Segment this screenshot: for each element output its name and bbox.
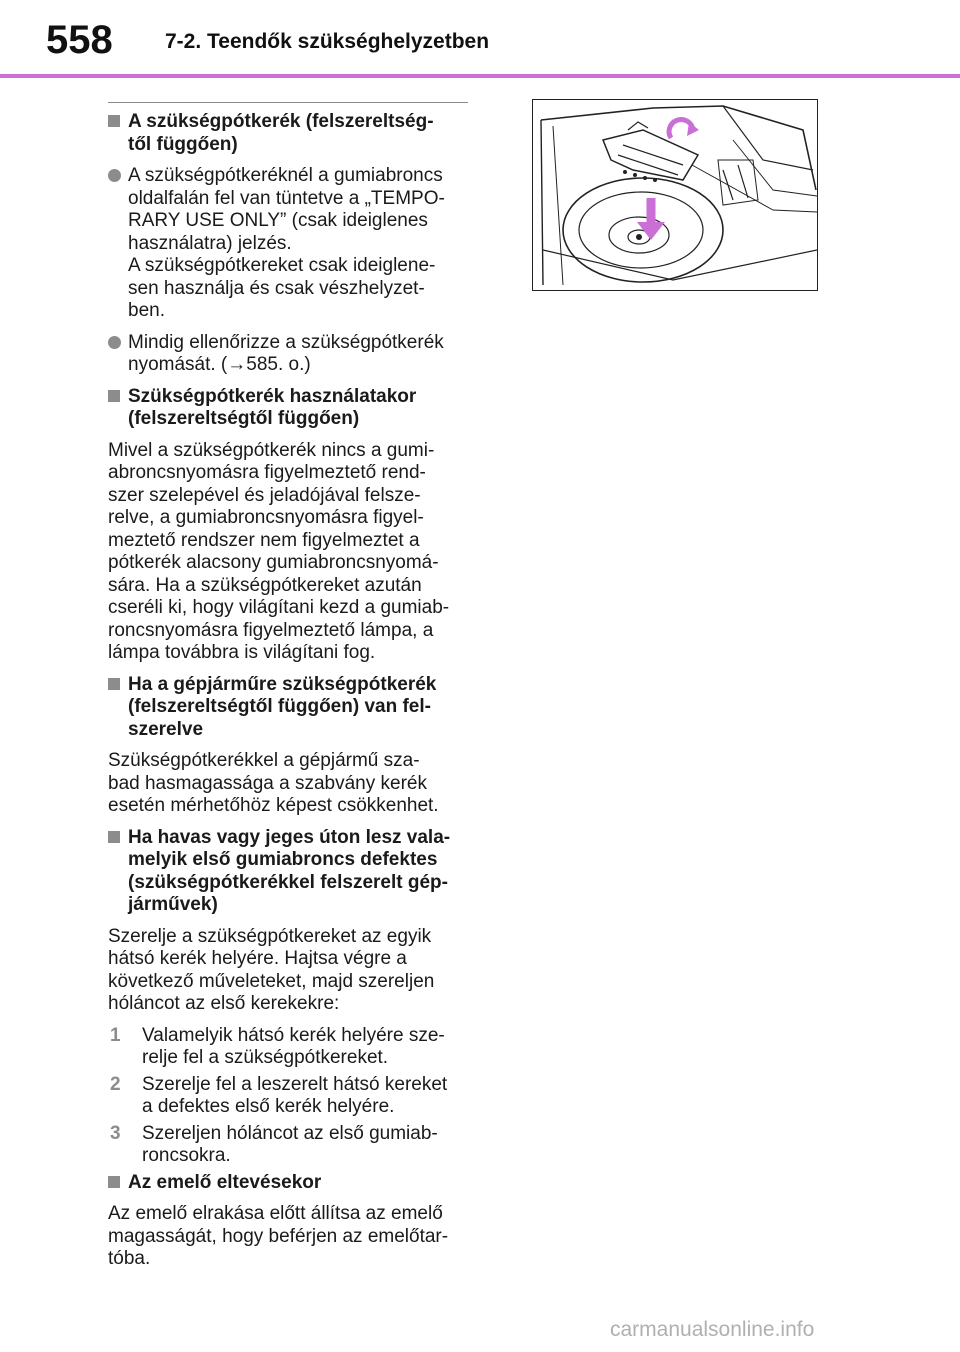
text-line: (szükségpótkerékkel felszerelt gép- (128, 871, 448, 893)
paragraph (108, 1203, 468, 1271)
square-bullet-icon (108, 1172, 126, 1195)
step-item (108, 1123, 468, 1168)
text-line: (felszereltségtől függően) van fel- (128, 696, 431, 717)
text-line: Mivel a szükségpótkerék nincs a gumi- (108, 439, 435, 461)
paragraph (108, 926, 468, 1016)
page-header (0, 0, 960, 78)
section-heading (108, 386, 468, 431)
text-line: (felszereltségtől függően) (128, 408, 360, 429)
round-bullet-icon (108, 165, 126, 189)
section-title: 7-2. Teendők szükséghelyzetben (165, 30, 490, 53)
text-line: hóláncot az első kerekekre: (108, 993, 340, 1014)
text-line: szer szelepével és jeladójával felsze- (108, 484, 421, 506)
text-line: sen használja és csak vészhelyzet- (128, 277, 425, 299)
text-line: től függően) (128, 133, 238, 155)
text-line: A szükségpótkereket csak ideiglene- (128, 255, 436, 276)
text-line: a defektes első kerék helyére. (142, 1096, 395, 1117)
text-line: hátsó kerék helyére. Hajtsa végre a (108, 948, 407, 969)
paragraph (108, 440, 468, 665)
section-heading (108, 674, 468, 742)
text-line: Szereljen hóláncot az első gumiab- (142, 1122, 438, 1144)
page-number: 558 (46, 18, 113, 62)
step-item (108, 1025, 468, 1070)
text-line: használatra) jelzés. (128, 232, 292, 254)
text-line: relje fel a szükségpótkereket. (142, 1047, 389, 1068)
text-line: abroncsnyomásra figyelmeztető rend- (108, 462, 426, 483)
text-line: roncsokra. (142, 1145, 231, 1166)
text-line: pótkerék alacsony gumiabroncsnyomá- (108, 552, 439, 573)
bullet-item (108, 165, 468, 323)
step-item (108, 1074, 468, 1119)
paragraph (108, 750, 468, 818)
text-line: cseréli ki, hogy világítani kezd a gumiab- (108, 597, 450, 618)
header-divider (0, 74, 960, 78)
text-line: nyomását. (→585. o.) (128, 354, 311, 375)
section-heading (108, 827, 468, 917)
top-divider (108, 102, 468, 103)
text-line: Az emelő eltevésekor (128, 1171, 322, 1193)
round-bullet-icon (108, 332, 126, 356)
text-line: következő műveleteket, majd szereljen (108, 970, 435, 992)
square-bullet-icon (108, 386, 126, 409)
square-bullet-icon (108, 674, 126, 697)
text-line: ben. (128, 300, 165, 321)
text-line: A szükségpótkeréknél a gumiabroncs (128, 165, 443, 186)
step-number: 2 (110, 1073, 121, 1095)
step-number: 3 (110, 1122, 121, 1144)
step-number: 1 (110, 1024, 121, 1046)
text-line: Ha a gépjárműre szükségpótkerék (128, 673, 437, 695)
text-line: bad hasmagassága a szabvány kerék (108, 772, 427, 794)
text-line: tóba. (108, 1248, 151, 1269)
text-line: Mindig ellenőrizze a szükségpótkerék (128, 331, 444, 353)
watermark: carmanualsonline.info (610, 1318, 815, 1341)
text-line: melyik első gumiabroncs defektes (128, 849, 438, 870)
text-line: Szerelje a szükségpótkereket az egyik (108, 925, 432, 947)
text-line: esetén mérhetőhöz képest csökkenhet. (108, 795, 439, 816)
car-trunk-spare-tire-jack-icon (533, 100, 817, 290)
text-line: magasságát, hogy beférjen az emelőtar- (108, 1225, 449, 1247)
section-heading (108, 1172, 468, 1195)
text-line: szerelve (128, 718, 204, 740)
text-line: Ha havas vagy jeges úton lesz vala- (128, 826, 451, 848)
content-column (108, 102, 468, 1280)
text-line: oldalfalán fel van tüntetve a „TEMPO- (128, 187, 445, 209)
text-line: A szükségpótkerék (felszereltség- (128, 111, 434, 132)
text-line: Szükségpótkerékkel a gépjármű sza- (108, 750, 420, 771)
text-line: Az emelő elrakása előtt állítsa az emelő (108, 1203, 443, 1224)
text-line: sára. Ha a szükségpótkereket azután (108, 574, 422, 596)
text-line: járművek) (128, 894, 218, 915)
text-line: RARY USE ONLY” (csak ideiglenes (128, 210, 428, 231)
square-bullet-icon (108, 827, 126, 850)
text-line: Szerelje fel a leszerelt hátsó kereket (142, 1073, 448, 1095)
text-line: meztető rendszer nem figyelmeztet a (108, 529, 420, 551)
text-line: Szükségpótkerék használatakor (128, 385, 417, 407)
text-line: Valamelyik hátsó kerék helyére sze- (142, 1024, 445, 1046)
text-line: relve, a gumiabroncsnyomásra figyel- (108, 507, 424, 528)
text-line: lámpa továbbra is világítani fog. (108, 642, 376, 663)
text-line: roncsnyomásra figyelmeztető lámpa, a (108, 619, 434, 641)
square-bullet-icon (108, 111, 126, 134)
bullet-item (108, 332, 468, 377)
trunk-jack-illustration (532, 99, 818, 291)
section-heading (108, 111, 468, 156)
